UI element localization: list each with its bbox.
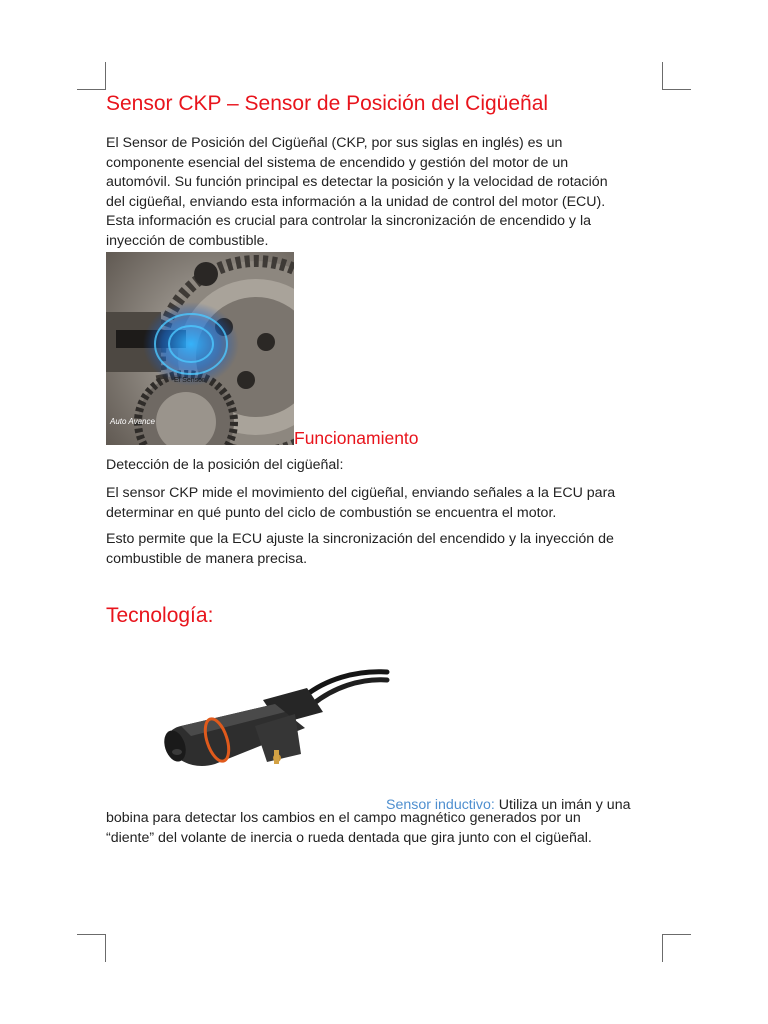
intro-line: componente esencial del sistema de encendido y gestión del motor de un	[106, 154, 569, 171]
section1-paragraph-1	[106, 484, 646, 523]
intro-line: Esta información es crucial para controlar la sincronización de encendido y la	[106, 213, 591, 229]
paragraph-line: El sensor CKP mide el movimiento del cigüeñal, enviando señales a la ECU para	[106, 485, 616, 501]
intro-line: inyección de combustible.	[106, 232, 269, 249]
inductive-sensor-illustration	[155, 666, 390, 778]
paragraph-line: “diente” del volante de inercia o rueda dentada que gira junto con el cigüeñal.	[106, 829, 592, 846]
section-heading-funcionamiento: Funcionamiento	[294, 428, 419, 448]
paragraph-line: determinar en qué punto del ciclo de combustión se encuentra el motor.	[106, 504, 557, 521]
crankshaft-sensor-illustration	[106, 252, 294, 445]
section2-paragraph	[106, 809, 646, 848]
paragraph-line: bobina para detectar los cambios en el campo magnético generados por un	[106, 810, 581, 826]
image-caption: El Sensor	[174, 377, 205, 384]
intro-line: automóvil. Su función principal es detectar la posición y la velocidad de rotación	[106, 174, 608, 190]
sensor-inductivo-label: Sensor inductivo:	[386, 797, 495, 813]
section-heading-tecnologia: Tecnología:	[106, 604, 214, 627]
subheading-line: Detección de la posición del cigüeñal:	[106, 457, 344, 473]
sensor-inductivo-text: Utiliza un imán y una	[494, 797, 631, 813]
intro-line: El Sensor de Posición del Cigüeñal (CKP, por sus siglas en inglés) es un	[106, 135, 563, 151]
intro-line: del cigüeñal, enviando esta información a la unidad de control del motor (ECU).	[106, 193, 606, 210]
page-title: Sensor CKP – Sensor de Posición del Cigüeñal	[106, 92, 549, 115]
intro-paragraph	[106, 134, 646, 251]
section1-paragraph-2	[106, 530, 646, 569]
paragraph-line: Esto permite que la ECU ajuste la sincronización del encendido y la inyección de	[106, 531, 614, 547]
inductive-sensor-photo	[155, 666, 390, 778]
crankshaft-sensor-photo	[106, 252, 294, 445]
image-watermark: Auto Avance	[110, 417, 155, 426]
paragraph-line: combustible de manera precisa.	[106, 550, 308, 567]
section1-subheading	[106, 456, 646, 476]
